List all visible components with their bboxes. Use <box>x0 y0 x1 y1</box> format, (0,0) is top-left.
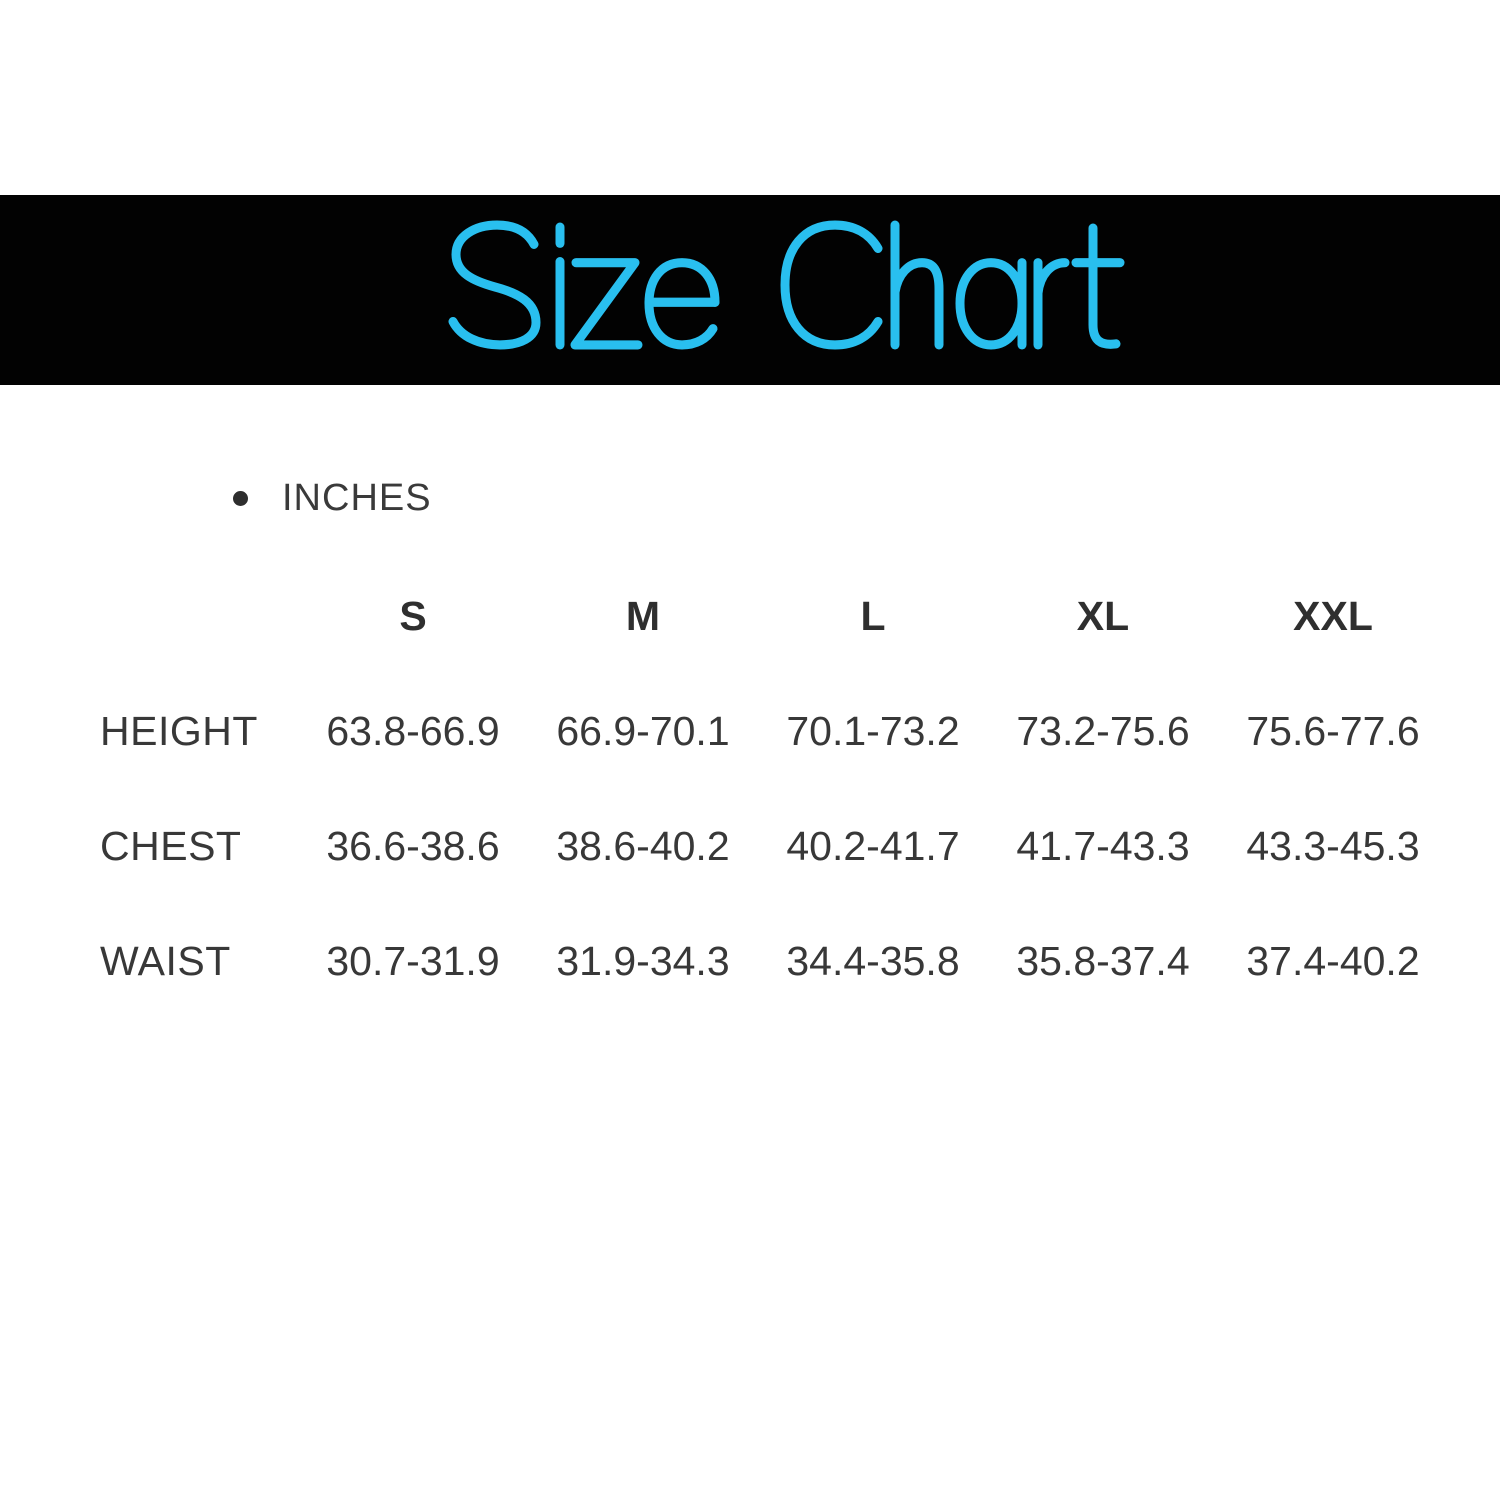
cell-height-xxl: 75.6-77.6 <box>1246 708 1420 754</box>
letter-S <box>453 225 536 345</box>
cell-chest-xl: 41.7-43.3 <box>1016 823 1190 869</box>
cell-waist-l: 34.4-35.8 <box>786 938 960 984</box>
units-label: INCHES <box>282 476 432 519</box>
letter-z <box>575 263 638 345</box>
letter-C <box>785 225 878 345</box>
column-header-m: M <box>625 593 661 639</box>
cell-chest-m: 38.6-40.2 <box>556 823 730 869</box>
title-letter-strokes <box>453 225 1120 345</box>
bullet-icon <box>233 491 248 506</box>
size-chart-title <box>448 220 1130 352</box>
column-header-l: L <box>860 593 886 639</box>
cell-height-s: 63.8-66.9 <box>326 708 500 754</box>
cell-chest-l: 40.2-41.7 <box>786 823 960 869</box>
cell-height-l: 70.1-73.2 <box>786 708 960 754</box>
cell-chest-s: 36.6-38.6 <box>326 823 500 869</box>
cell-waist-m: 31.9-34.3 <box>556 938 730 984</box>
cell-waist-xxl: 37.4-40.2 <box>1246 938 1420 984</box>
cell-waist-xl: 35.8-37.4 <box>1016 938 1190 984</box>
letter-a-bowl <box>960 263 1022 345</box>
letter-t-stem <box>1093 228 1116 344</box>
row-label-waist: WAIST <box>100 938 231 984</box>
row-label-height: HEIGHT <box>100 708 258 754</box>
cell-height-m: 66.9-70.1 <box>556 708 730 754</box>
cell-waist-s: 30.7-31.9 <box>326 938 500 984</box>
column-header-s: S <box>399 593 427 639</box>
column-header-xl: XL <box>1076 593 1130 639</box>
row-label-chest: CHEST <box>100 823 242 869</box>
cell-chest-xxl: 43.3-45.3 <box>1246 823 1420 869</box>
units-list-item <box>233 476 432 520</box>
size-table <box>100 559 1448 1019</box>
letter-h-arch <box>895 263 939 345</box>
title-banner <box>0 195 1500 385</box>
cell-height-xl: 73.2-75.6 <box>1016 708 1190 754</box>
column-header-xxl: XXL <box>1293 593 1373 639</box>
